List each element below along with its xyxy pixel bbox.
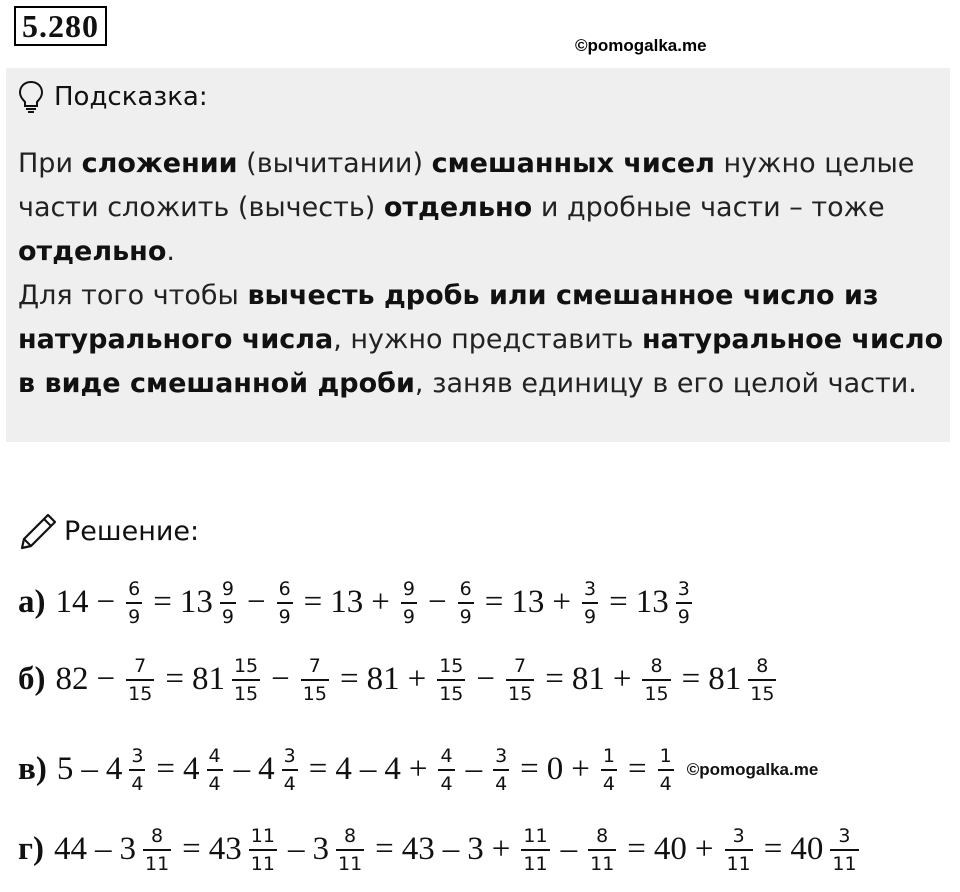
operator: + — [408, 751, 428, 788]
numerator: 3 — [283, 745, 296, 767]
fraction — [642, 655, 670, 705]
operator: – — [94, 831, 112, 868]
hint-text-segment: нужно целые части сложить (вычесть) — [18, 148, 915, 223]
number: 13 — [330, 584, 364, 621]
denominator: 4 — [283, 772, 296, 795]
numerator: 7 — [514, 655, 527, 677]
hint-text-segment: , нужно представить — [333, 324, 642, 355]
fraction — [437, 655, 465, 705]
operator: – — [560, 831, 578, 868]
denominator: 9 — [278, 605, 291, 628]
fraction-bar — [126, 602, 142, 604]
fraction-bar — [401, 602, 417, 604]
hint-text-segment: Для того чтобы — [18, 280, 248, 311]
fraction-bar — [207, 769, 223, 771]
operator: – — [287, 831, 305, 868]
equation-g — [18, 825, 864, 875]
numerator: 8 — [344, 825, 357, 847]
operator: – — [465, 751, 483, 788]
fraction-bar — [249, 849, 277, 851]
fraction — [126, 655, 154, 705]
task-number: 5.280 — [14, 6, 107, 46]
fraction — [588, 825, 616, 875]
operator: + — [407, 661, 427, 698]
denominator: 4 — [495, 772, 508, 795]
fraction-bar — [282, 769, 298, 771]
operator: – — [442, 831, 460, 868]
fraction-bar — [301, 679, 329, 681]
numerator: 4 — [440, 745, 453, 767]
operator: – — [233, 751, 251, 788]
equation-label: в) — [18, 751, 47, 788]
fraction-bar — [458, 602, 474, 604]
fraction-bar — [588, 849, 616, 851]
hint-text — [18, 142, 948, 406]
numerator: 11 — [250, 825, 275, 847]
fraction-bar — [143, 849, 171, 851]
operator: = — [628, 751, 647, 788]
number: 13 — [635, 584, 669, 621]
number: 0 — [546, 751, 564, 788]
number: 13 — [511, 584, 545, 621]
denominator: 4 — [659, 772, 672, 795]
equation-a — [18, 578, 697, 628]
hint-title-label: Подсказка: — [54, 82, 208, 112]
equation-label: г) — [18, 831, 44, 868]
denominator: 11 — [144, 852, 170, 875]
numerator: 4 — [208, 745, 221, 767]
fraction — [658, 745, 674, 795]
numerator: 3 — [677, 578, 690, 600]
denominator: 11 — [337, 852, 363, 875]
fraction — [126, 578, 142, 628]
number: 43 — [208, 831, 242, 868]
fraction — [725, 825, 753, 875]
operator: + — [694, 831, 714, 868]
fraction — [277, 578, 293, 628]
operator: − — [428, 584, 447, 621]
operator: – — [359, 751, 377, 788]
denominator: 11 — [250, 852, 275, 875]
fraction-bar — [129, 769, 145, 771]
numerator: 3 — [495, 745, 508, 767]
denominator: 9 — [583, 605, 597, 628]
operator: = — [520, 751, 539, 788]
fraction — [232, 655, 260, 705]
number: 13 — [179, 584, 213, 621]
numerator: 1 — [659, 745, 672, 767]
fraction-bar — [748, 679, 776, 681]
equation-label: а) — [18, 584, 46, 621]
numerator: 6 — [278, 578, 291, 600]
denominator: 11 — [726, 852, 751, 875]
fraction-bar — [232, 679, 260, 681]
denominator: 9 — [128, 605, 141, 628]
fraction — [830, 825, 858, 875]
numerator: 9 — [402, 578, 415, 600]
fraction — [601, 745, 617, 795]
operator: = — [609, 584, 628, 621]
denominator: 15 — [233, 682, 259, 705]
operator: = — [375, 831, 394, 868]
hint-text-segment: . — [166, 236, 175, 267]
denominator: 11 — [523, 852, 548, 875]
fraction-bar — [126, 679, 154, 681]
number: 44 — [53, 831, 87, 868]
fraction-bar — [336, 849, 364, 851]
operator: − — [476, 661, 495, 698]
number: 5 — [56, 751, 74, 788]
number: 40 — [790, 831, 824, 868]
numerator: 15 — [439, 655, 464, 677]
numerator: 8 — [650, 655, 663, 677]
hint-bold-text: натуральное число в виде смешанной дроби — [18, 324, 944, 399]
numerator: 8 — [596, 825, 609, 847]
fraction-bar — [437, 679, 465, 681]
numerator: 7 — [134, 655, 147, 677]
number: 43 — [401, 831, 435, 868]
hint-title — [18, 80, 208, 114]
equation-label: б) — [18, 661, 46, 698]
hint-paragraph-1 — [18, 142, 948, 274]
number: 82 — [55, 661, 89, 698]
fraction-bar — [582, 602, 598, 604]
number: 4 — [384, 751, 401, 788]
number: 3 — [467, 831, 484, 868]
number: 81 — [708, 661, 742, 698]
numerator: 11 — [523, 825, 548, 847]
fraction-bar — [676, 602, 692, 604]
operator: = — [308, 751, 328, 788]
fraction — [506, 655, 534, 705]
hint-text-segment: , заняв единицу в его целой части. — [414, 368, 917, 399]
hint-bold-text: отдельно — [383, 192, 533, 223]
fraction-bar — [493, 769, 509, 771]
fraction-bar — [725, 849, 753, 851]
denominator: 11 — [832, 852, 857, 875]
hint-text-segment: и дробные части – тоже — [532, 192, 885, 223]
fraction — [582, 578, 598, 628]
numerator: 15 — [233, 655, 259, 677]
operator: − — [96, 584, 116, 621]
fraction — [129, 745, 145, 795]
fraction — [220, 578, 236, 628]
fraction-bar — [830, 849, 858, 851]
hint-text-segment: (вычитании) — [237, 148, 432, 179]
numerator: 3 — [838, 825, 851, 847]
hint-bold-text: смешанных чисел — [431, 148, 715, 179]
denominator: 9 — [221, 605, 234, 628]
numerator: 6 — [128, 578, 141, 600]
lightbulb-icon — [18, 80, 44, 114]
numerator: 8 — [756, 655, 769, 677]
fraction — [521, 825, 549, 875]
hint-paragraph-2 — [18, 274, 948, 406]
fraction-bar — [601, 769, 617, 771]
number: 4 — [183, 751, 200, 788]
denominator: 9 — [677, 605, 690, 628]
number: 81 — [571, 661, 605, 698]
fraction — [143, 825, 171, 875]
number: 81 — [191, 661, 225, 698]
operator: + — [371, 584, 390, 621]
operator: = — [484, 584, 504, 621]
fraction-bar — [220, 602, 236, 604]
fraction — [301, 655, 329, 705]
number: 14 — [55, 584, 89, 621]
fraction — [438, 745, 454, 795]
fraction-bar — [506, 679, 534, 681]
fraction-bar — [277, 602, 293, 604]
operator: − — [246, 584, 266, 621]
denominator: 15 — [302, 682, 327, 705]
numerator: 3 — [732, 825, 745, 847]
fraction-bar — [642, 679, 670, 681]
denominator: 15 — [750, 682, 775, 705]
operator: = — [303, 584, 323, 621]
fraction — [282, 745, 298, 795]
fraction-bar — [521, 849, 549, 851]
operator: = — [182, 831, 201, 868]
number: 4 — [335, 751, 352, 788]
number: 40 — [653, 831, 687, 868]
fraction — [748, 655, 776, 705]
operator: + — [571, 751, 590, 788]
denominator: 15 — [644, 682, 669, 705]
operator: + — [552, 584, 571, 621]
denominator: 11 — [590, 852, 615, 875]
denominator: 9 — [459, 605, 472, 628]
fraction — [493, 745, 509, 795]
denominator: 4 — [208, 772, 221, 795]
denominator: 4 — [602, 772, 615, 795]
hint-text-segment: При — [18, 148, 82, 179]
denominator: 15 — [508, 682, 533, 705]
numerator: 9 — [221, 578, 234, 600]
hint-bold-text: вычесть дробь или смешанное число из натурального числа — [18, 280, 879, 355]
numerator: 1 — [602, 745, 615, 767]
operator: = — [763, 831, 783, 868]
numerator: 6 — [459, 578, 472, 600]
operator: – — [81, 751, 98, 788]
operator: = — [156, 751, 176, 788]
number: 4 — [258, 751, 275, 788]
operator: = — [165, 661, 184, 698]
fraction — [458, 578, 474, 628]
numerator: 3 — [131, 745, 144, 767]
number: 81 — [366, 661, 400, 698]
watermark: ©pomogalka.me — [575, 36, 707, 55]
equation-b — [18, 655, 781, 705]
numerator: 3 — [583, 578, 597, 600]
equation-v — [18, 745, 818, 795]
fraction — [207, 745, 223, 795]
hint-bold-text: сложении — [81, 148, 238, 179]
operator: = — [681, 661, 701, 698]
numerator: 7 — [308, 655, 321, 677]
operator: = — [627, 831, 646, 868]
operator: = — [153, 584, 172, 621]
fraction — [249, 825, 277, 875]
operator: − — [271, 661, 290, 698]
number: 3 — [119, 831, 136, 868]
number: 3 — [312, 831, 329, 868]
fraction — [676, 578, 692, 628]
fraction-bar — [438, 769, 454, 771]
hint-bold-text: отдельно — [18, 236, 167, 267]
denominator: 4 — [131, 772, 144, 795]
fraction — [336, 825, 364, 875]
denominator: 15 — [128, 682, 153, 705]
operator: = — [545, 661, 564, 698]
operator: + — [612, 661, 632, 698]
number: 4 — [105, 751, 123, 788]
solution-title-label: Решение: — [64, 515, 200, 547]
denominator: 9 — [402, 605, 415, 628]
operator: + — [491, 831, 511, 868]
watermark-inline: ©pomogalka.me — [686, 759, 819, 779]
operator: = — [339, 661, 359, 698]
fraction — [401, 578, 417, 628]
numerator: 8 — [151, 825, 164, 847]
denominator: 15 — [439, 682, 464, 705]
pencil-icon — [18, 512, 58, 550]
operator: − — [96, 661, 116, 698]
fraction-bar — [658, 769, 674, 771]
denominator: 4 — [440, 772, 453, 795]
solution-title — [18, 512, 199, 550]
